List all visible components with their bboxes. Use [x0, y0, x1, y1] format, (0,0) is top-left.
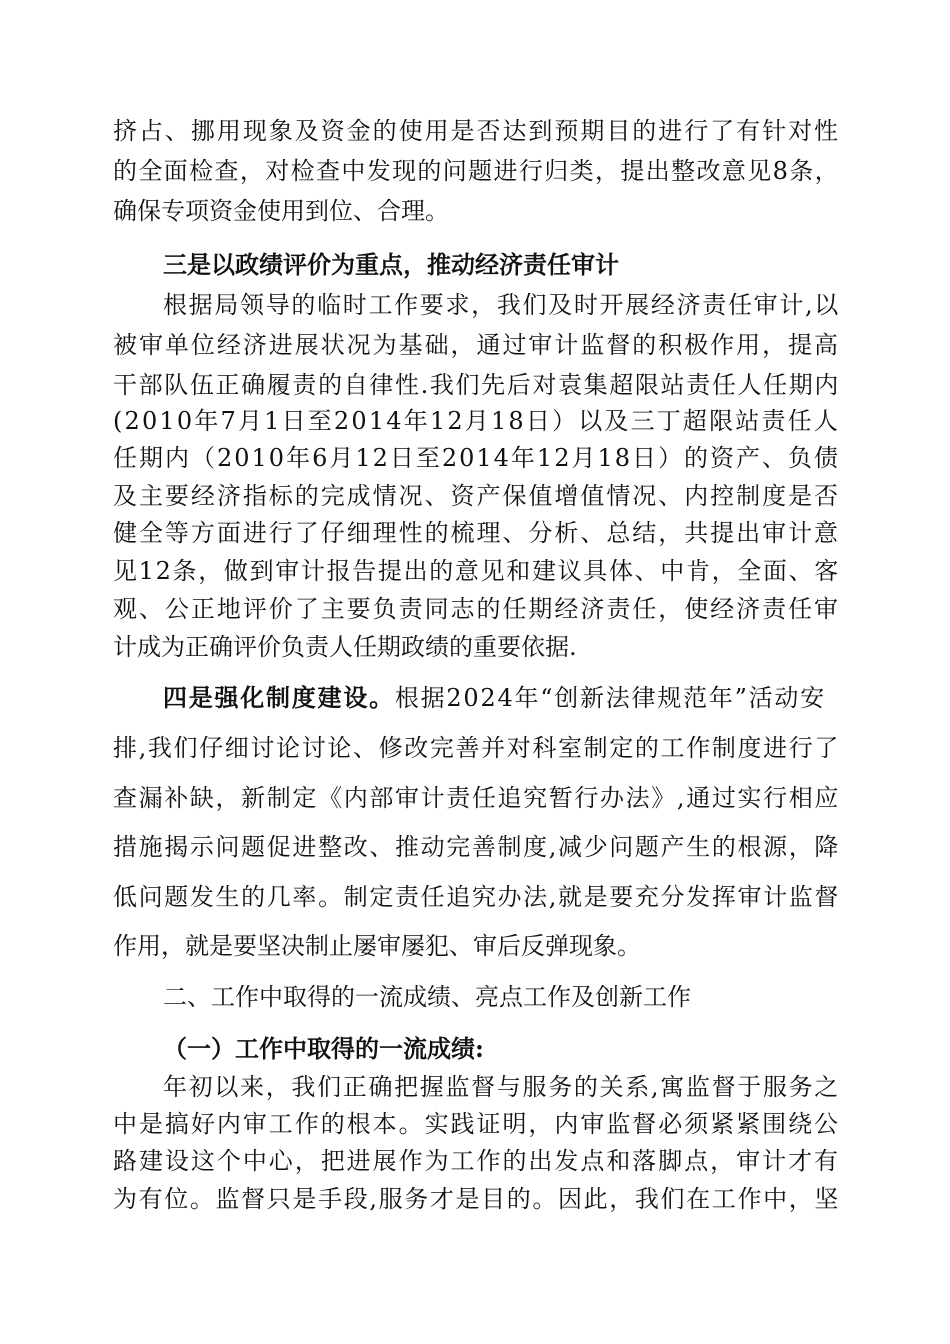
body-line: 年初以来，我们正确把握监督与服务的关系,寓监督于服务之 — [163, 1073, 840, 1101]
body-line: 的全面检查，对检查中发现的问题进行归类，提出整改意见8条， — [113, 157, 840, 185]
paragraph-lead-text: 根据2024年“创新法律规范年”活动安 — [394, 684, 826, 712]
body-line: 排,我们仔细讨论讨论、修改完善并对科室制定的工作制度进行了 — [113, 734, 840, 762]
body-line: 及主要经济指标的完成情况、资产保值增值情况、内控制度是否 — [113, 482, 840, 510]
subheading: 三是以政绩评价为重点，推动经济责任审计 — [163, 250, 619, 279]
body-line: 任期内（2010年6月12日至2014年12月18日）的资产、负债 — [113, 444, 840, 472]
body-line: 健全等方面进行了仔细理性的梳理、分析、总结，共提出审计意 — [113, 519, 840, 547]
body-line: 中是搞好内审工作的根本。实践证明，内审监督必须紧紧围绕公 — [113, 1110, 840, 1138]
body-line: 见12条，做到审计报告提出的意见和建议具体、中肯，全面、客 — [113, 557, 840, 585]
body-line: 作用，就是要坚决制止屡审屡犯、审后反弹现象。 — [113, 932, 641, 960]
body-line: (2010年7月1日至2014年12月18日）以及三丁超限站责任人 — [113, 407, 840, 435]
section-heading: 二、工作中取得的一流成绩、亮点工作及创新工作 — [163, 983, 691, 1011]
body-line: 干部队伍正确履责的自律性.我们先后对袁集超限站责任人任期内 — [113, 371, 840, 399]
body-line: 路建设这个中心，把进展作为工作的出发点和落脚点，审计才有 — [113, 1147, 840, 1175]
paragraph-lead — [163, 683, 826, 713]
body-line: 计成为正确评价负责人任期政绩的重要依据. — [113, 633, 577, 661]
body-line: 查漏补缺，新制定《内部审计责任追究暂行办法》,通过实行相应 — [113, 784, 840, 812]
body-line: 低问题发生的几率。制定责任追究办法,就是要充分发挥审计监督 — [113, 883, 840, 911]
body-line: 观、公正地评价了主要负责同志的任期经济责任，使经济责任审 — [113, 595, 840, 623]
paragraph-lead-bold: 四是强化制度建设。 — [163, 683, 395, 712]
body-line: 根据局领导的临时工作要求，我们及时开展经济责任审计,以 — [163, 291, 840, 319]
body-line: 措施揭示问题促进整改、推动完善制度,减少问题产生的根源，降 — [113, 833, 840, 861]
body-line: 确保专项资金使用到位、合理。 — [113, 197, 449, 225]
body-line: 被审单位经济进展状况为基础，通过审计监督的积极作用，提高 — [113, 331, 840, 359]
body-line: 挤占、挪用现象及资金的使用是否达到预期目的进行了有针对性 — [113, 117, 840, 145]
body-line: 为有位。监督只是手段,服务才是目的。因此，我们在工作中，坚 — [113, 1185, 840, 1213]
subheading: （一）工作中取得的一流成绩: — [163, 1034, 484, 1063]
